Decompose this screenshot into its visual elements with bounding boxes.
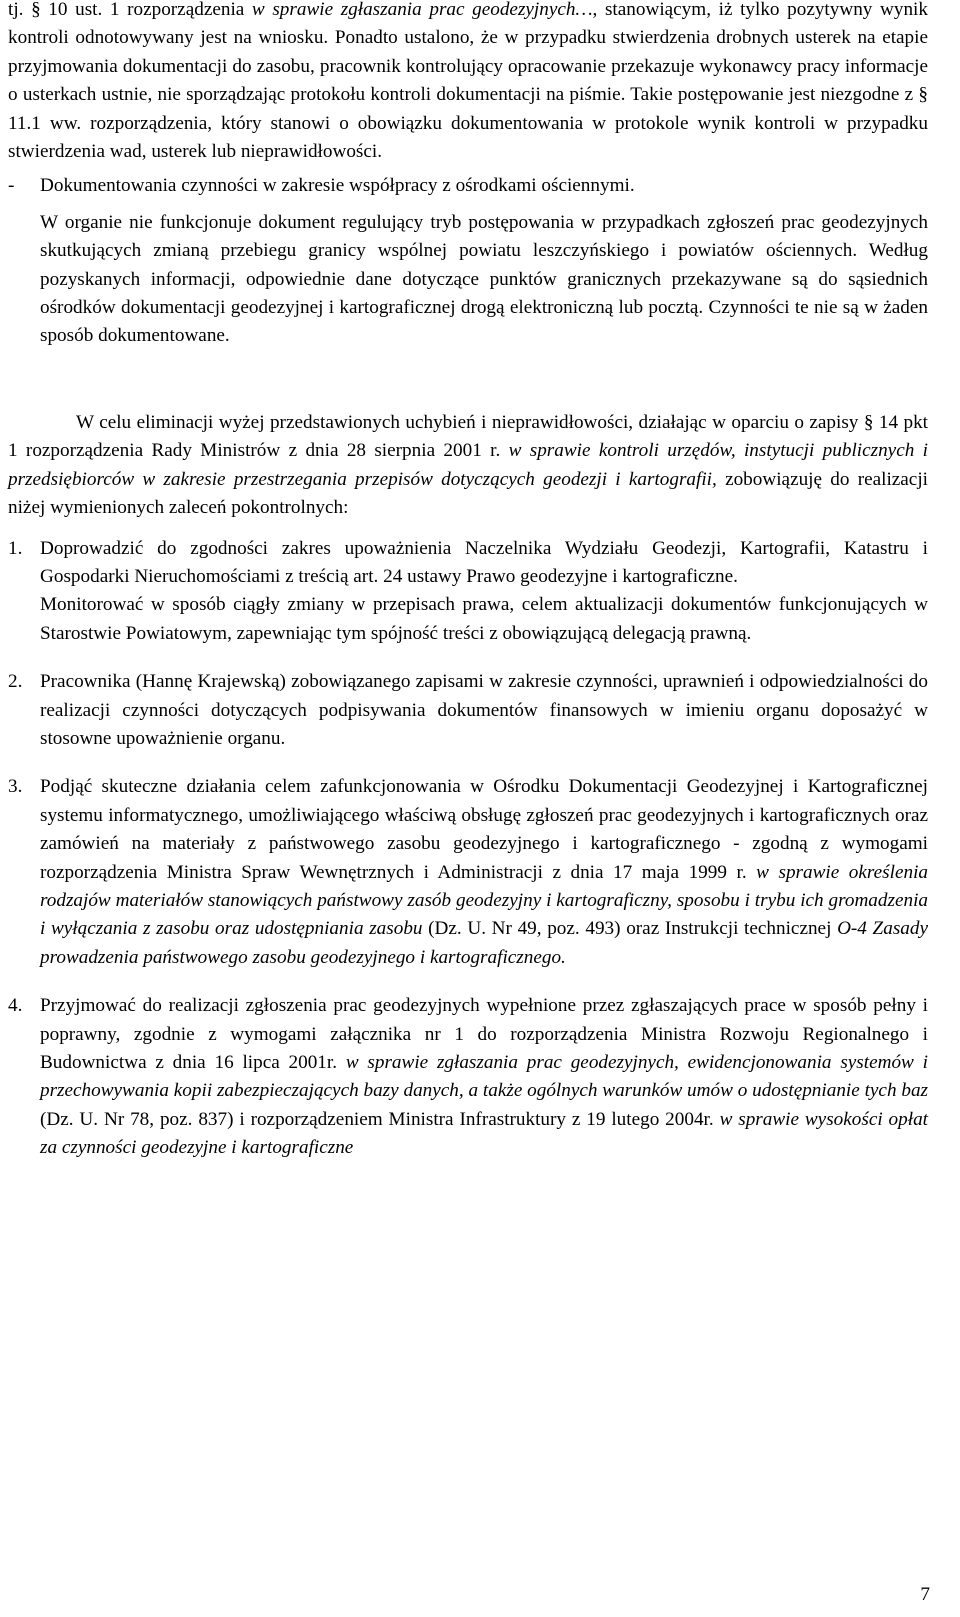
bullet-text: Dokumentowania czynności w zakresie współpracy z ośrodkami ościennymi. — [40, 175, 635, 197]
italic-regulation-title: w sprawie zgłaszania prac geodezyjnych… — [251, 0, 593, 20]
text-fragment: , stanowiącym, iż tylko pozytywny wynik kontroli odnotowywany jest na wniosku. Ponadto ustalono, że w przypadku stwierdzenia drobnych usterek na etapie przyjmowania dokumentacji do zasobu, pracownik kontrolujący opracowanie przekazuje wykonawcy pracy informacje o usterkach ustnie, nie sporządzając protokołu kontroli dokumentacji na piśmie. Takie postępowanie jest niezgodne z — [8, 0, 928, 106]
item-number: 3. — [8, 776, 23, 798]
item-text — [40, 773, 928, 972]
text-fragment: Przyjmować do realizacji zgłoszenia prac geodezyjnych wypełnione przez zgłaszających prace w sposób pełny i poprawny, zgodnie z wymogami załącznika nr 1 do rozporządzenia Ministra Rozwoju Regionalnego i Budownictwa z dnia 16 lipca 2001r. — [40, 995, 928, 1073]
text-fragment: (Dz. U. Nr 49, poz. 493) oraz Instrukcji technicznej — [422, 918, 838, 940]
dash-bullet: - — [8, 175, 15, 197]
text-fragment: (Dz. U. Nr 78, poz. 837) i rozporządzeniem Ministra Infrastruktury z 19 lutego 2004r. — [40, 1108, 720, 1130]
section-sign: § — [863, 411, 874, 433]
item-number: 1. — [8, 537, 23, 559]
bullet-cooperation-documentation — [8, 172, 928, 200]
item-text-continued: Monitorować w sposób ciągły zmiany w przepisach prawa, celem aktualizacji dokumentów funkcjonujących w Starostwie Powiatowym, zapewniając tym spójność treści z obowiązującą delegacją prawną. — [40, 594, 928, 644]
italic-instruction-title: O-4 Zasady prowadzenia państwowego zasobu geodezyjnego i kartograficznego. — [40, 918, 928, 968]
recommendation-item-2 — [8, 668, 928, 753]
italic-regulation-title: w sprawie zgłaszania prac geodezyjnych, ewidencjonowania systemów i przechowywania kopii zabezpieczających bazy danych, a także ogólnych warunków umów o udostępnianie tych baz — [40, 1052, 928, 1102]
item-text: Doprowadzić do zgodności zakres upoważnienia Naczelnika Wydziału Geodezji, Kartografii, Katastru i Gospodarki Nieruchomościami z treścią art. 24 ustawy Prawo geodezyjne i kartograficzne. — [40, 537, 928, 587]
text-fragment: W celu eliminacji wyżej przedstawionych uchybień i nieprawidłowości, działając w oparciu o zapisy — [76, 411, 864, 433]
page-number: 7 — [920, 1584, 930, 1605]
text-fragment: 11.1 ww. rozporządzenia, który stanowi o obowiązku dokumentowania w protokole wynik kontroli w przypadku stwierdzenia wad, usterek lub nieprawidłowości. — [8, 112, 928, 163]
item-number: 2. — [8, 671, 23, 693]
text-fragment: Podjąć skuteczne działania celem zafunkcjonowania w Ośrodku Dokumentacji Geodezyjnej i Kartograficznej systemu informatycznego, umożliwiającego właściwą obsługę zgłoszeń prac geodezyjnych i kartograficznych oraz zamówień na materiały z państwowego zasobu geodezyjnego i kartograficznego - zgodną z wymogami rozporządzenia Ministra Spraw Wewnętrznych i Administracji z dnia 17 maja 1999 r. — [40, 776, 928, 883]
paragraph-recommendations-intro — [8, 409, 928, 523]
text-fragment: zobowiązuję do realizacji niżej wymienionych zaleceń pokontrolnych: — [8, 468, 928, 519]
text-fragment: tj. — [8, 0, 32, 20]
italic-regulation-title: w sprawie kontroli urzędów, instytucji publicznych i przedsiębiorców w zakresie przestrzegania przepisów dotyczących geodezji i kartografii, — [8, 440, 928, 490]
item-number: 4. — [8, 995, 23, 1017]
italic-regulation-title: w sprawie określenia rodzajów materiałów stanowiących państwowy zasób geodezyjny i kartograficzny, sposobu i trybu ich gromadzenia i wyłączania z zasobu oraz udostępniania zasobu — [40, 861, 928, 940]
text-fragment: 10 ust. 1 rozporządzenia — [48, 0, 252, 20]
section-sign: § — [31, 0, 41, 20]
document-page — [8, 0, 928, 1163]
recommendation-item-4 — [8, 992, 928, 1162]
section-sign: § — [918, 84, 928, 106]
recommendation-item-3 — [8, 773, 928, 972]
paragraph-neighboring-counties: W organie nie funkcjonuje dokument regulujący tryb postępowania w przypadkach zgłoszeń prac geodezyjnych skutkujących zmianą przebiegu granicy wspólnej powiatu leszczyńskiego i powiatów ościennych. Według pozyskanych informacji, odpowiednie dane dotyczące punktów granicznych przekazywane są do sąsiednich ośrodków dokumentacji geodezyjnej i kartograficznej drogą elektroniczną lub pocztą. Czynności te nie są w żaden sposób dokumentowane. — [40, 211, 928, 347]
item-text: Pracownika (Hannę Krajewską) zobowiązanego zapisami w zakresie czynności, uprawnień i odpowiedzialności do realizacji czynności dotyczących podpisywania dokumentów finansowych w imieniu organu doposażyć w stosowne upoważnienie organu. — [40, 671, 928, 749]
paragraph-protocol-requirements — [8, 0, 928, 166]
italic-regulation-title: w sprawie wysokości opłat za czynności geodezyjne i kartograficzne — [40, 1108, 928, 1159]
recommendation-item-1 — [8, 535, 928, 649]
item-text — [40, 992, 928, 1162]
text-fragment: 14 pkt 1 rozporządzenia Rady Ministrów z dnia 28 sierpnia 2001 r. — [8, 411, 928, 462]
